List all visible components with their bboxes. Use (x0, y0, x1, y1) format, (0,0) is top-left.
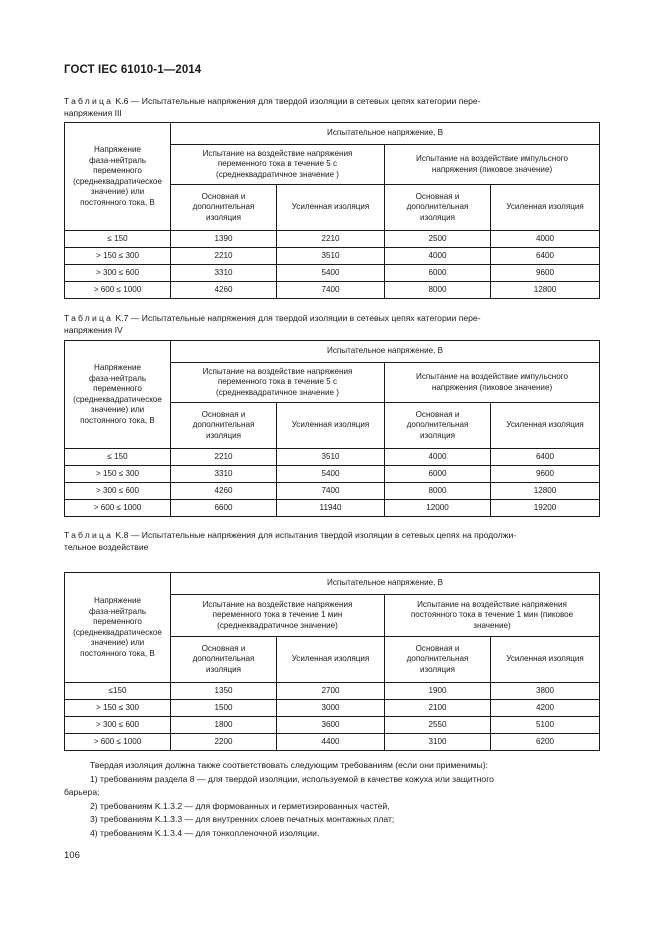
table-cell: 2550 (385, 717, 491, 734)
table-cell: 5400 (277, 466, 385, 483)
cell-text-line: (среднеквадратичное значение ) (216, 169, 339, 179)
table-cell: 7400 (277, 483, 385, 500)
table-cell: 6000 (385, 265, 491, 282)
table-cell: 5400 (277, 265, 385, 282)
table-cell: 4000 (385, 449, 491, 466)
cell-text-line: переменного тока в течение 1 мин (212, 610, 343, 620)
table-cell: > 150 ≤ 300 (65, 700, 171, 717)
table-k8 (64, 572, 600, 751)
cell-text-line: дополнительная (192, 420, 255, 430)
caption-number: K.6 (115, 96, 129, 106)
table-cell: ≤ 150 (65, 231, 171, 248)
caption-text: — Испытательные напряжения для твердой изоляции в сетевых цепях категории пере- (128, 313, 481, 323)
cell-text-line: значение) или (90, 638, 145, 647)
group-header: Испытательное напряжение, В (171, 573, 600, 595)
list-item: 2) требованиям K.1.3.2 — для формованных и герметизированных частей, (90, 800, 390, 811)
table-cell: 8000 (385, 282, 491, 299)
table-cell: 3310 (171, 265, 277, 282)
table-cell: 7400 (277, 282, 385, 299)
table-row (65, 683, 600, 700)
table-cell: 2100 (385, 700, 491, 717)
cell-text-line: Испытание на воздействие импульсного (416, 154, 568, 163)
cell-text-line: дополнительная (406, 420, 469, 430)
cell-text-line: значение) (473, 620, 511, 630)
list-item: 3) требованиям K.1.3.3 — для внутренних слоев печатных монтажных плат; (90, 814, 395, 824)
table-cell: 1900 (385, 683, 491, 700)
table-cell: 2210 (277, 231, 385, 248)
table-row (65, 466, 600, 483)
table-cell: 4000 (491, 231, 600, 248)
cell-text-line: Испытание на воздействие напряжения (417, 599, 567, 609)
table-cell: 3510 (277, 248, 385, 265)
table-cell: 11940 (277, 500, 385, 517)
cell-text-line: постоянного тока в течение 1 мин (пиковое (410, 610, 574, 620)
table-cell: 6400 (491, 248, 600, 265)
table-cell: 1390 (171, 231, 277, 248)
caption-text-continued: тельное воздействие (64, 542, 149, 552)
table-cell: 1500 (171, 700, 277, 717)
group-header: Испытательное напряжение, В (171, 123, 600, 145)
cell-text-line: переменного (93, 384, 142, 393)
table-k7 (64, 340, 600, 517)
cell-text-line: Испытание на воздействие напряжения (202, 366, 353, 376)
cell-text-line: Напряжение (94, 596, 141, 605)
table-cell: 5100 (491, 717, 600, 734)
column-header-basic (171, 637, 277, 683)
table-cell: 12800 (491, 282, 600, 299)
cell-text-line: Испытание на воздействие импульсного (416, 372, 568, 381)
row-header-cell (65, 123, 171, 231)
cell-text-line: Основная и (415, 191, 460, 201)
cell-text-line: изоляция (419, 664, 456, 674)
cell-text-line: дополнительная (406, 202, 469, 212)
cell-text-line: фаза-нейтраль (88, 373, 147, 383)
cell-text-line: фаза-нейтраль (88, 155, 147, 165)
table-cell: 3310 (171, 466, 277, 483)
table-row (65, 248, 600, 265)
cell-text-line: значение) или (90, 405, 145, 414)
table-row (65, 700, 600, 717)
table-caption-k6 (64, 95, 604, 119)
cell-text-line: (среднеквадратичное значение) (217, 620, 338, 630)
table-cell: 2210 (171, 449, 277, 466)
cell-text-line: напряжения (пиковое значение) (431, 164, 553, 174)
column-header-basic (171, 185, 277, 231)
column-header-basic (385, 637, 491, 683)
table-cell: 4400 (277, 734, 385, 751)
column-header-basic (171, 403, 277, 449)
subheader-right (385, 595, 600, 637)
column-header-reinforced: Усиленная изоляция (277, 403, 385, 449)
table-cell: 19200 (491, 500, 600, 517)
table-cell: 3100 (385, 734, 491, 751)
cell-text-line: фаза-нейтраль (88, 606, 147, 616)
caption-word: Таблица (64, 96, 114, 106)
table-k6 (64, 122, 600, 299)
cell-text-line: дополнительная (192, 202, 255, 212)
caption-text: — Испытательные напряжения для испытания твердой изоляции в сетевых цепях на продолжи- (128, 530, 517, 540)
table-cell: 3600 (277, 717, 385, 734)
cell-text-line: значение) или (90, 187, 145, 196)
table-row (65, 449, 600, 466)
subheader-right (385, 363, 600, 403)
column-header-basic (385, 185, 491, 231)
subheader-right (385, 145, 600, 185)
column-header-reinforced: Усиленная изоляция (277, 637, 385, 683)
caption-word: Таблица (64, 313, 114, 323)
table-cell: > 150 ≤ 300 (65, 466, 171, 483)
table-cell: 9600 (491, 466, 600, 483)
cell-text-line: постоянного тока, В (80, 197, 155, 207)
cell-text-line: Напряжение (94, 145, 141, 154)
cell-text-line: изоляция (205, 212, 242, 222)
table-row (65, 282, 600, 299)
table-cell: 2210 (171, 248, 277, 265)
table-row (65, 265, 600, 282)
column-header-reinforced: Усиленная изоляция (491, 403, 600, 449)
table-cell: 9600 (491, 265, 600, 282)
cell-text-line: дополнительная (192, 654, 255, 664)
table-cell: 2200 (171, 734, 277, 751)
table-row (65, 717, 600, 734)
table-cell: > 150 ≤ 300 (65, 248, 171, 265)
cell-text-line: Основная и (415, 643, 460, 653)
caption-text-continued: напряжения III (64, 108, 122, 118)
table-cell: > 300 ≤ 600 (65, 265, 171, 282)
table-caption-k7 (64, 312, 604, 336)
caption-text: — Испытательные напряжения для твердой изоляции в сетевых цепях категории пере- (128, 96, 481, 106)
cell-text-line: постоянного тока, В (80, 648, 155, 658)
cell-text-line: дополнительная (406, 654, 469, 664)
cell-text-line: Испытание на воздействие напряжения (202, 599, 353, 609)
cell-text-line: переменного тока в течение 5 с (217, 159, 338, 169)
cell-text-line: Основная и (201, 643, 246, 653)
table-cell: 4200 (491, 700, 600, 717)
table-cell: 12000 (385, 500, 491, 517)
table-cell: 2500 (385, 231, 491, 248)
table-cell: ≤150 (65, 683, 171, 700)
cell-text-line: Испытание на воздействие напряжения (202, 148, 353, 158)
list-item: 4) требованиям K.1.3.4 — для тонкопленочной изоляции. (90, 827, 320, 838)
cell-text-line: (среднеквадратическое (73, 627, 162, 637)
cell-text-line: Основная и (201, 191, 246, 201)
column-header-reinforced: Усиленная изоляция (277, 185, 385, 231)
table-cell: 1350 (171, 683, 277, 700)
cell-text-line: (среднеквадратичное значение ) (216, 387, 339, 397)
table-row (65, 734, 600, 751)
table-cell: 8000 (385, 483, 491, 500)
cell-text-line: переменного (93, 617, 142, 626)
cell-text-line: изоляция (205, 430, 242, 440)
table-caption-k8 (64, 529, 604, 553)
table-cell: > 600 ≤ 1000 (65, 734, 171, 751)
subheader-left (171, 145, 385, 185)
column-header-reinforced: Усиленная изоляция (491, 185, 600, 231)
table-cell: > 300 ≤ 600 (65, 483, 171, 500)
table-cell: 6200 (491, 734, 600, 751)
row-header-cell (65, 341, 171, 449)
table-cell: > 300 ≤ 600 (65, 717, 171, 734)
table-cell: 3000 (277, 700, 385, 717)
table-cell: 4000 (385, 248, 491, 265)
table-cell: 4260 (171, 483, 277, 500)
table-row (65, 231, 600, 248)
table-row (65, 483, 600, 500)
cell-text-line: постоянного тока, В (80, 415, 155, 425)
requirements-paragraph (64, 759, 599, 840)
cell-text-line: переменного (93, 166, 142, 175)
cell-text-line: изоляция (419, 430, 456, 440)
cell-text-line: (среднеквадратическое (73, 176, 162, 186)
cell-text-line: переменного тока в течение 5 с (217, 377, 338, 387)
caption-number: K.7 (115, 313, 129, 323)
cell-text-line: Напряжение (94, 363, 141, 372)
column-header-basic (385, 403, 491, 449)
cell-text-line: (среднеквадратическое (73, 394, 162, 404)
cell-text-line: Основная и (201, 409, 246, 419)
table-cell: > 600 ≤ 1000 (65, 282, 171, 299)
table-cell: 3800 (491, 683, 600, 700)
cell-text-line: изоляция (419, 212, 456, 222)
table-cell: 2700 (277, 683, 385, 700)
table-cell: 3510 (277, 449, 385, 466)
table-cell: 6600 (171, 500, 277, 517)
table-row (65, 500, 600, 517)
document-header: ГОСТ IEC 61010-1—2014 (64, 64, 202, 76)
table-cell: 6400 (491, 449, 600, 466)
table-cell: 1800 (171, 717, 277, 734)
table-cell: ≤ 150 (65, 449, 171, 466)
group-header: Испытательное напряжение, В (171, 341, 600, 363)
cell-text-line: Основная и (415, 409, 460, 419)
caption-text-continued: напряжения IV (64, 325, 123, 335)
list-item-continued: барьера; (64, 787, 100, 797)
caption-word: Таблица (64, 530, 114, 540)
caption-number: K.8 (115, 530, 129, 540)
subheader-left (171, 363, 385, 403)
table-cell: > 600 ≤ 1000 (65, 500, 171, 517)
page-number: 106 (64, 850, 80, 861)
table-cell: 12800 (491, 483, 600, 500)
row-header-cell (65, 573, 171, 683)
cell-text-line: напряжения (пиковое значение) (431, 382, 553, 392)
table-cell: 6000 (385, 466, 491, 483)
subheader-left (171, 595, 385, 637)
table-cell: 4260 (171, 282, 277, 299)
cell-text-line: изоляция (205, 664, 242, 674)
paragraph-intro: Твердая изоляция должна также соответствовать следующим требованиям (если они применимы): (90, 760, 488, 770)
list-item: 1) требованиям раздела 8 — для твердой изоляции, используемой в качестве кожуха или защитного (90, 773, 494, 784)
column-header-reinforced: Усиленная изоляция (491, 637, 600, 683)
